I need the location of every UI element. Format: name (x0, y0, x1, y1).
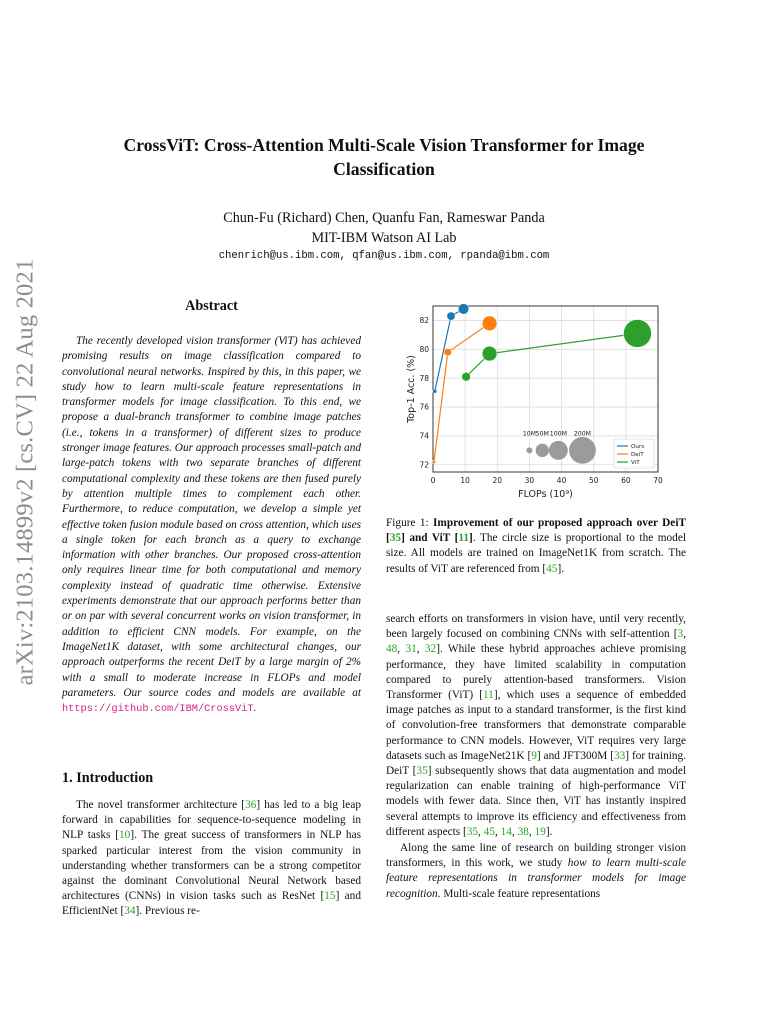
paragraph-text: , (397, 643, 406, 656)
paragraph-text: ] and JFT300M [ (536, 749, 614, 762)
intro-text: ]. Previous re- (135, 905, 200, 918)
x-tick-label: 20 (492, 476, 503, 485)
series-line-deit (434, 323, 490, 462)
citation-link[interactable]: 15 (324, 890, 336, 903)
citation-link[interactable]: 3 (677, 628, 684, 641)
paragraph-text: . Multi-scale feature representations (437, 887, 601, 900)
paragraph-text: , (683, 628, 686, 641)
x-tick-label: 50 (588, 476, 599, 485)
caption-label: Figure 1: (386, 517, 434, 529)
intro-text: ] and EfficientNet [ (62, 890, 361, 918)
citation-link[interactable]: 31 (405, 643, 417, 656)
citation-link[interactable]: 38 (517, 825, 529, 838)
paragraph-text: , (478, 825, 484, 838)
citation-link[interactable]: 19 (534, 825, 546, 838)
paragraph-continued (386, 612, 686, 840)
citation-link[interactable]: 9 (531, 749, 537, 762)
y-tick-label: 82 (419, 316, 429, 326)
citation-link[interactable]: 11 (458, 532, 470, 545)
citation-link[interactable]: 10 (119, 829, 131, 842)
intro-text: The novel transformer architecture [ (76, 799, 246, 811)
citation-link[interactable]: 48 (386, 643, 398, 656)
paper-title (60, 133, 708, 181)
citation-link[interactable]: 14 (500, 825, 512, 838)
paragraph-text: , (528, 825, 535, 838)
data-point-ours (458, 304, 469, 315)
citation-link[interactable]: 11 (482, 689, 494, 702)
intro-text: ]. The great success of transformers in NLP has sparked particular interest from the vision community in understanding whether transformers can be a strong competitor against the dominant Convolutional Neural Network based architectures (CNNs) in vision tasks such as ResNet [ (62, 829, 361, 903)
size-legend-label: 50M (535, 430, 549, 438)
size-legend-label: 100M (549, 430, 567, 438)
paragraph-text: ] subsequently shows that data augmentation and model regularization can enable training of high-performance ViT models with fewer data. Since then, ViT has instantly inspired several attempts to improve its efficiency and effectiveness from different aspects [ (386, 765, 687, 838)
title-line-1: CrossViT: Cross-Attention Multi-Scale Vision Transformer for Image (123, 135, 645, 155)
data-point-vit (462, 372, 471, 381)
title-line-2: Classification (333, 159, 435, 179)
citation-link[interactable]: 35 (466, 825, 479, 838)
size-legend-label: 200M (573, 430, 592, 438)
data-point-ours (447, 312, 455, 320)
paragraph-text: Along the same line of research on building stronger vision transformers, in this work, we study (386, 842, 686, 870)
author-emails: chenrich@us.ibm.com, qfan@us.ibm.com, rpanda@ibm.com (218, 250, 550, 262)
data-point-deit (432, 460, 436, 464)
paragraph-text: ]. While these hybrid approaches achieve promising performance, they have limited scalability in computation compared to purely attention-based transformers. Vision Transformer (ViT) [ (386, 643, 686, 702)
paragraph-text: search efforts on transformers in vision have, until very recently, been largely focused on combining CNNs with self-attention [ (386, 613, 686, 641)
paragraph-text: , (511, 825, 518, 838)
caption-text: ]. (557, 562, 565, 575)
citation-link[interactable]: 35 (416, 765, 428, 778)
legend-label-ours: Ours (631, 444, 645, 450)
legend-label-vit: ViT (631, 460, 640, 466)
authors: Chun-Fu (Richard) Chen, Quanfu Fan, Rameswar Panda (223, 210, 545, 226)
data-point-deit (444, 348, 452, 356)
intro-paragraph (62, 798, 361, 920)
citation-link[interactable]: 35 (389, 532, 402, 545)
size-legend-marker (549, 441, 568, 460)
paragraph-text: ], which uses a sequence of embedded image patches as input to a standard transformer, is the first kind of convolution-free transformers that demonstrate comparable performance to CNN models. However, ViT requires very large datasets such as ImageNet21K [ (386, 689, 686, 762)
x-tick-label: 0 (430, 476, 436, 485)
paragraph-text: , (494, 825, 501, 838)
x-tick-label: 60 (621, 476, 631, 485)
y-tick-label: 76 (419, 402, 429, 412)
citation-link[interactable]: 34 (124, 905, 136, 918)
caption-bold: ] and ViT [ (401, 532, 459, 545)
data-point-vit (482, 346, 497, 361)
arxiv-identifier-stamp: arXiv:2103.14899v2 [cs.CV] 22 Aug 2021 (11, 258, 39, 686)
paragraph-text: ] for training. DeiT [ (386, 749, 686, 778)
figure-1-chart (390, 300, 670, 500)
x-tick-label: 10 (460, 476, 470, 485)
affiliation: MIT-IBM Watson AI Lab (311, 230, 457, 246)
citation-link[interactable]: 36 (245, 799, 257, 811)
abstract-end: . (253, 702, 257, 715)
abstract-heading: Abstract (185, 298, 238, 314)
abstract-text: The recently developed vision transformer (ViT) has achieved promising results on image classification compared to convolutional neural networks. Inspired by this, in this paper, we study how to learn multi-scale feature representations in transformer models for image classification. To this end, we propose a dual-branch transformer to combine image patches (i.e., tokens in a transformer) of different sizes to produce stronger image features. Our approach processes small-patch and large-patch tokens with two separate branches of different computational complexity and these tokens are then fused purely by attention multiple times to complement each other. Furthermore, to reduce computation, we develop a simple yet effective token fusion module based on cross attention, which uses a single token for each branch as a query to exchange information with other branches. Our proposed cross-attention only requires linear time for both computational and memory complexity instead of quadratic time otherwise. Extensive experiments demonstrate that our approach performs better than or on par with several concurrent works on vision transformer, in addition to efficient CNN models. For example, on the ImageNet1K dataset, with some architectural changes, our approach outperforms the recent DeiT by a large margin of 2% with a small to moderate increase in FLOPs and model parameters. Our source codes and models are available at (62, 335, 361, 699)
section-heading-introduction: 1. Introduction (62, 770, 154, 786)
paragraph-text: ]. (545, 825, 553, 838)
caption-bold: Improvement of our proposed approach over DeiT [ (386, 517, 686, 545)
abstract-body (62, 334, 361, 717)
x-tick-label: 40 (556, 476, 567, 485)
y-tick-label: 74 (419, 431, 429, 441)
y-tick-label: 72 (419, 460, 429, 470)
x-tick-label: 30 (524, 476, 535, 485)
y-tick-label: 80 (419, 344, 429, 354)
y-tick-label: 78 (419, 373, 429, 383)
citation-link[interactable]: 45 (483, 825, 495, 838)
caption-text: . The circle size is proportional to the model size. All models are trained on ImageNet1K from scratch. The results of ViT are referenced from [ (386, 532, 686, 575)
right-column-text (386, 612, 686, 902)
x-axis-label: FLOPs (10⁹) (518, 489, 573, 500)
x-tick-label: 70 (653, 476, 663, 485)
flops-accuracy-scatter-plot (390, 300, 670, 500)
citation-link[interactable]: 45 (546, 562, 558, 575)
code-link[interactable]: https://github.com/IBM/CrossViT (62, 703, 254, 716)
y-axis-label: Top-1 Acc. (%) (406, 355, 417, 423)
size-legend-marker (569, 437, 596, 464)
data-point-vit (623, 319, 651, 347)
data-point-deit (482, 316, 497, 331)
paragraph-text: , (416, 643, 425, 656)
paragraph-emphasis: how to learn multi-scale feature representations in transformer models for image recognition (386, 857, 686, 900)
figure-1-caption (386, 516, 686, 577)
intro-text: ] has led to a big leap forward in capabilities for sequence-to-sequence modeling in NLP tasks [ (62, 799, 361, 842)
citation-link[interactable]: 33 (614, 749, 626, 762)
citation-link[interactable]: 32 (424, 643, 437, 656)
legend-label-deit: DeiT (631, 452, 644, 458)
paragraph-multiscale (386, 841, 686, 902)
size-legend-label: 10M (522, 430, 537, 438)
data-point-ours (433, 389, 437, 393)
caption-bold: ] (469, 532, 473, 545)
size-legend-marker (536, 444, 549, 457)
size-legend-marker (526, 447, 532, 453)
